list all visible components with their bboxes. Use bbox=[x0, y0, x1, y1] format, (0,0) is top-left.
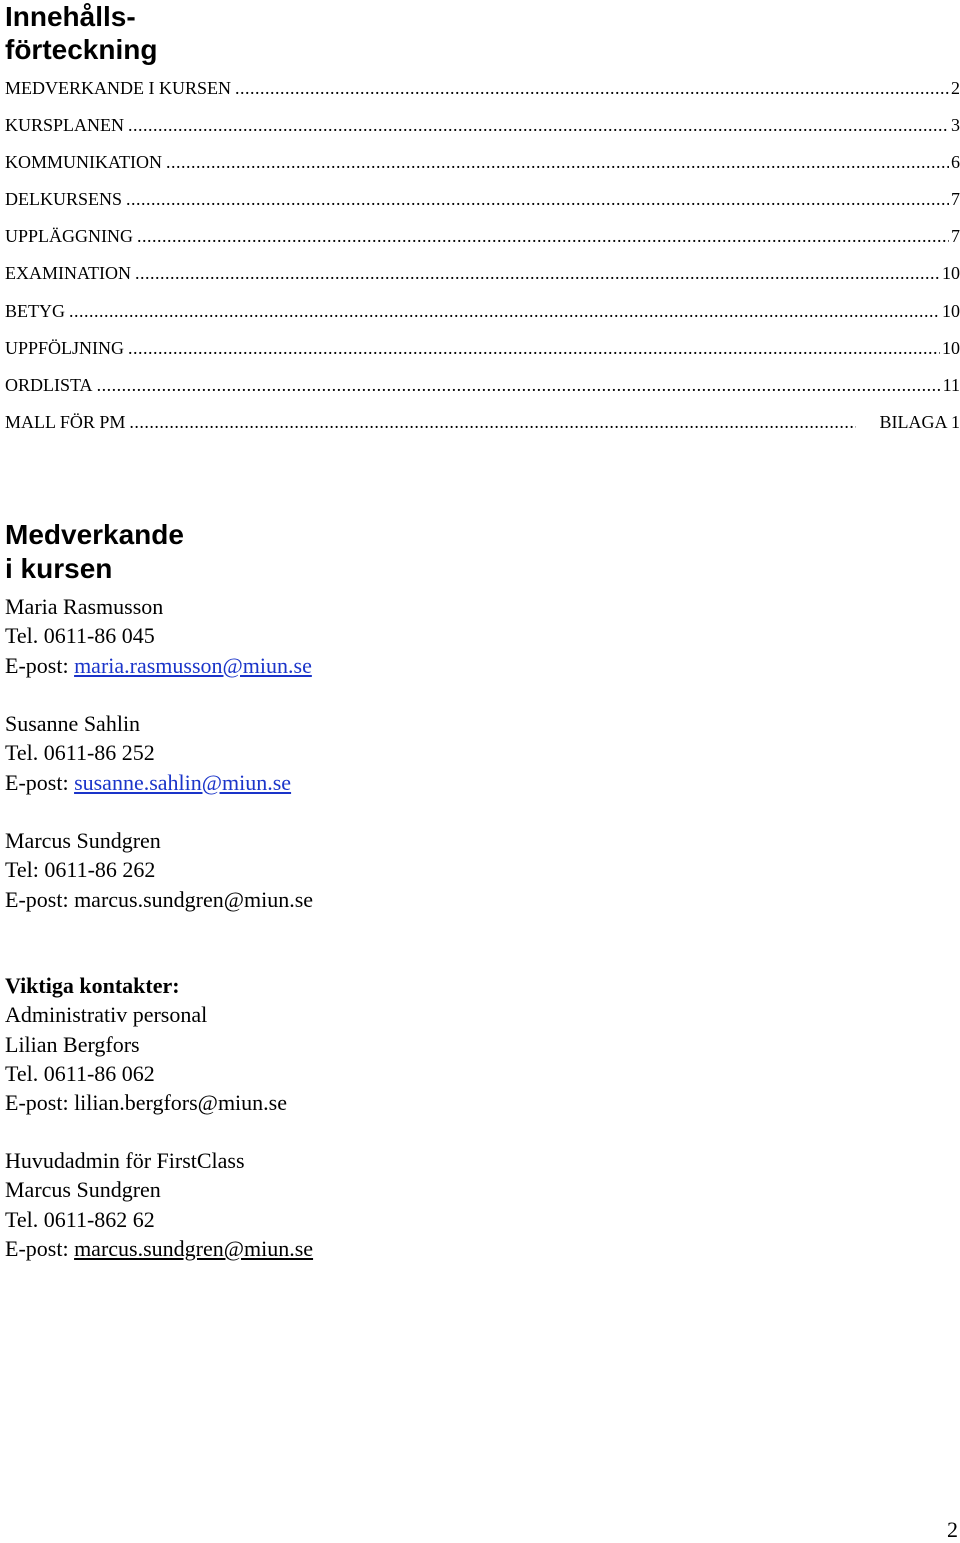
toc-entry-page: 11 bbox=[942, 374, 960, 395]
toc-dot-leader bbox=[69, 293, 940, 330]
toc-entry-page: BILAGA 1 bbox=[879, 411, 960, 432]
toc-entry-label: UPPFÖLJNING bbox=[5, 337, 125, 358]
email-text: marcus.sundgren@miun.se bbox=[74, 886, 314, 912]
email-label: E-post: bbox=[5, 886, 75, 912]
toc-dot-leader bbox=[97, 367, 941, 404]
toc-entry-page: 10 bbox=[942, 300, 960, 321]
email-label: E-post: bbox=[5, 652, 75, 678]
toc-entry-page: 10 bbox=[942, 263, 960, 284]
toc-entry-label: UPPLÄGGNING bbox=[5, 226, 134, 247]
toc-title-line-1: Innehålls- bbox=[5, 1, 136, 32]
toc-dot-leader bbox=[166, 144, 949, 181]
toc-entry-label: ORDLISTA bbox=[5, 374, 93, 395]
page-number: 2 bbox=[947, 1517, 958, 1542]
contact-name: Marcus Sundgren bbox=[5, 1177, 161, 1203]
toc-dot-leader bbox=[128, 330, 940, 367]
contact-role: Huvudadmin för FirstClass bbox=[5, 1148, 245, 1173]
table-of-contents bbox=[5, 70, 960, 441]
contact-phone: Tel. 0611-86 062 bbox=[5, 1060, 155, 1086]
contributor-email-line bbox=[5, 768, 291, 797]
contributor-card-maria bbox=[5, 592, 312, 680]
email-link[interactable]: maria.rasmusson@miun.se bbox=[74, 652, 312, 678]
email-link[interactable]: marcus.sundgren@miun.se bbox=[74, 1235, 314, 1261]
toc-entry-upplaggning[interactable] bbox=[5, 218, 960, 255]
contributor-card-marcus bbox=[5, 826, 313, 914]
contributor-card-susanne bbox=[5, 709, 291, 797]
contact-email-line bbox=[5, 1088, 287, 1117]
email-label: E-post: bbox=[5, 1235, 75, 1261]
toc-title-line-2: förteckning bbox=[5, 34, 158, 65]
toc-entry-label: MALL FÖR PM bbox=[5, 411, 126, 432]
contributor-email-line bbox=[5, 885, 313, 914]
toc-dot-leader bbox=[135, 255, 940, 292]
toc-entry-kursplanen[interactable] bbox=[5, 107, 960, 144]
toc-dot-leader bbox=[128, 107, 949, 144]
contact-name: Lilian Bergfors bbox=[5, 1031, 140, 1057]
contributor-name: Marcus Sundgren bbox=[5, 828, 161, 853]
toc-entry-label: MEDVERKANDE I KURSEN bbox=[5, 78, 231, 98]
toc-title bbox=[5, 0, 157, 66]
contributor-phone: Tel. 0611-86 045 bbox=[5, 623, 155, 649]
contacts-heading: Viktiga kontakter: bbox=[5, 973, 180, 998]
toc-entry-uppfoljning[interactable] bbox=[5, 330, 960, 367]
contributor-phone: Tel: 0611-86 262 bbox=[5, 857, 156, 883]
toc-entry-label: EXAMINATION bbox=[5, 263, 131, 284]
toc-entry-page: 3 bbox=[951, 115, 960, 136]
contributor-name: Maria Rasmusson bbox=[5, 594, 164, 619]
email-text: lilian.bergfors@miun.se bbox=[74, 1090, 287, 1116]
toc-dot-leader bbox=[129, 404, 855, 441]
contributor-email-line bbox=[5, 651, 312, 680]
toc-entry-page: 6 bbox=[951, 152, 960, 173]
toc-entry-page: 10 bbox=[942, 337, 960, 358]
contact-role: Administrativ personal bbox=[5, 1002, 208, 1028]
email-label: E-post: bbox=[5, 1090, 75, 1116]
toc-entry-mall-for-pm[interactable] bbox=[5, 404, 960, 441]
contributor-phone: Tel. 0611-86 252 bbox=[5, 740, 155, 766]
email-label: E-post: bbox=[5, 769, 75, 795]
toc-entry-label: DELKURSENS bbox=[5, 189, 123, 210]
contributor-name: Susanne Sahlin bbox=[5, 711, 141, 736]
contributors-title-line-1: Medverkande bbox=[5, 519, 184, 550]
toc-entry-page: 7 bbox=[951, 189, 960, 210]
toc-entry-ordlista[interactable] bbox=[5, 367, 960, 404]
toc-entry-page: 7 bbox=[951, 226, 960, 247]
toc-entry-label: BETYG bbox=[5, 300, 65, 321]
email-link[interactable]: susanne.sahlin@miun.se bbox=[74, 769, 292, 795]
toc-entry-betyg[interactable] bbox=[5, 293, 960, 330]
toc-entry-medverkande[interactable] bbox=[5, 70, 960, 107]
important-contacts-admin bbox=[5, 971, 287, 1117]
contact-email-line bbox=[5, 1234, 313, 1263]
toc-dot-leader bbox=[126, 181, 949, 218]
toc-dot-leader bbox=[137, 218, 949, 255]
toc-dot-leader bbox=[235, 70, 949, 107]
toc-entry-kommunikation[interactable] bbox=[5, 144, 960, 181]
contributors-title-line-2: i kursen bbox=[5, 553, 113, 584]
toc-entry-label: KURSPLANEN bbox=[5, 115, 125, 136]
contributors-title bbox=[5, 518, 184, 586]
toc-entry-delkursens[interactable] bbox=[5, 181, 960, 218]
contact-phone: Tel. 0611-862 62 bbox=[5, 1206, 155, 1232]
toc-entry-examination[interactable] bbox=[5, 255, 960, 292]
important-contacts-firstclass bbox=[5, 1146, 313, 1263]
toc-entry-page: 2 bbox=[951, 78, 960, 98]
toc-entry-label: KOMMUNIKATION bbox=[5, 152, 162, 173]
